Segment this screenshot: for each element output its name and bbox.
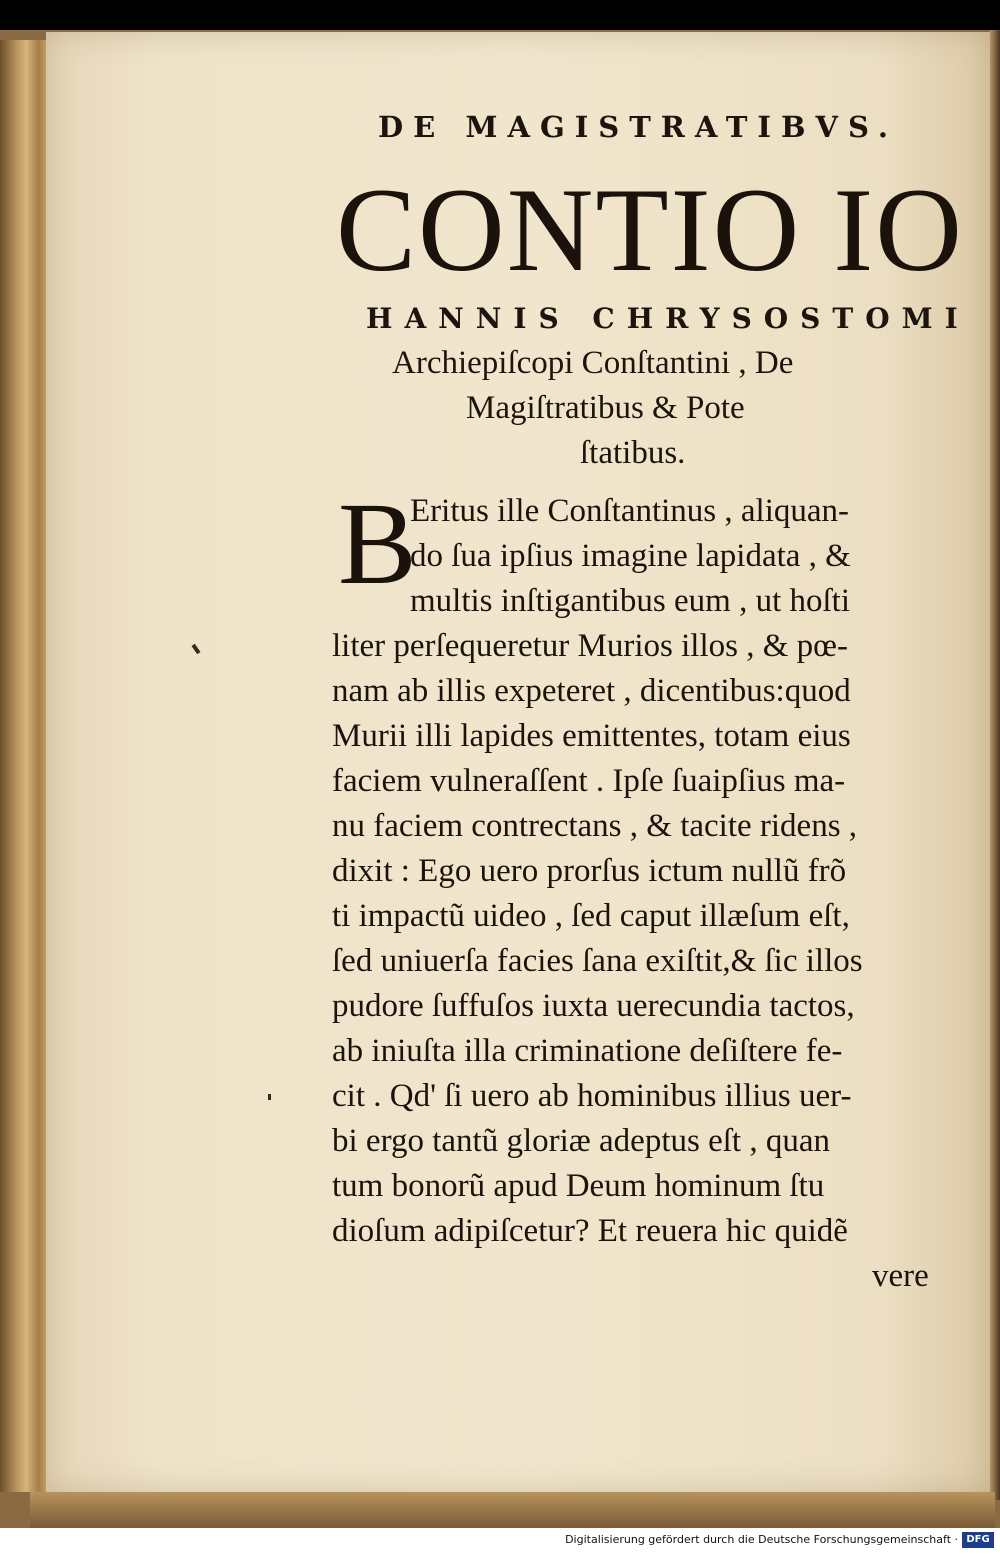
subtitle-line-1: Archiepiſcopi Conſtantini , De (392, 345, 794, 381)
title-large: CONTIO IO (336, 163, 964, 296)
body-line: ſed uniuerſa facies ſana exiſtit,& ſic illos (332, 943, 863, 979)
body-line: Eritus ille Conſtantinus , aliquan- (410, 493, 850, 529)
body-line: pudore ſuffuſos iuxta uerecundia tactos, (332, 988, 855, 1024)
body-line: do ſua ipſius imagine lapidata , & (410, 538, 851, 574)
running-head: DE MAGISTRATIBVS. (378, 110, 898, 144)
top-black-border (0, 0, 1000, 30)
body-line: faciem vulneraſſent . Ipſe ſuaipſius ma- (332, 763, 846, 799)
body-line: nam ab illis expeteret , dicentibus:quod (332, 673, 851, 709)
body-line: tum bonorũ apud Deum hominum ſtu (332, 1168, 825, 1204)
ink-speck (268, 1094, 271, 1100)
page-edges-left (0, 40, 48, 1492)
dfg-logo-icon: DFG (962, 1532, 994, 1548)
body-line: bi ergo tantũ gloriæ adeptus eſt , quan (332, 1123, 830, 1159)
body-line: dixit : Ego uero prorſus ictum nullũ frõ (332, 853, 847, 889)
catchword: vere (872, 1258, 929, 1294)
body-line: cit . Qd' ſi uero ab hominibus illius uer- (332, 1078, 852, 1114)
body-line: Murii illi lapides emittentes, totam eius (332, 718, 851, 754)
footer-bar (0, 1528, 1000, 1554)
body-line: nu faciem contrectans , & tacite ridens , (332, 808, 858, 844)
subtitle-line-2: Magiſtratibus & Pote (466, 390, 745, 426)
page-edges-bottom (30, 1492, 995, 1528)
page-edges-right (990, 30, 1000, 1500)
body-line: ab iniuſta illa criminatione deſiſtere fe- (332, 1033, 843, 1069)
body-line: ti impactũ uideo , ſed caput illæſum eſt, (332, 898, 850, 934)
title-caps: HANNIS CHRYSOSTOMI (366, 302, 970, 335)
funding-notice: Digitalisierung gefördert durch die Deutsche Forschungsgemeinschaft · (565, 1533, 958, 1546)
subtitle-line-3: ſtatibus. (580, 435, 686, 471)
body-line: dioſum adipiſcetur? Et reuera hic quidẽ (332, 1213, 848, 1249)
drop-cap: B (338, 478, 417, 609)
body-line: multis inſtigantibus eum , ut hoſti (410, 583, 851, 619)
body-line: liter perſequeretur Murios illos , & pœ- (332, 628, 848, 664)
